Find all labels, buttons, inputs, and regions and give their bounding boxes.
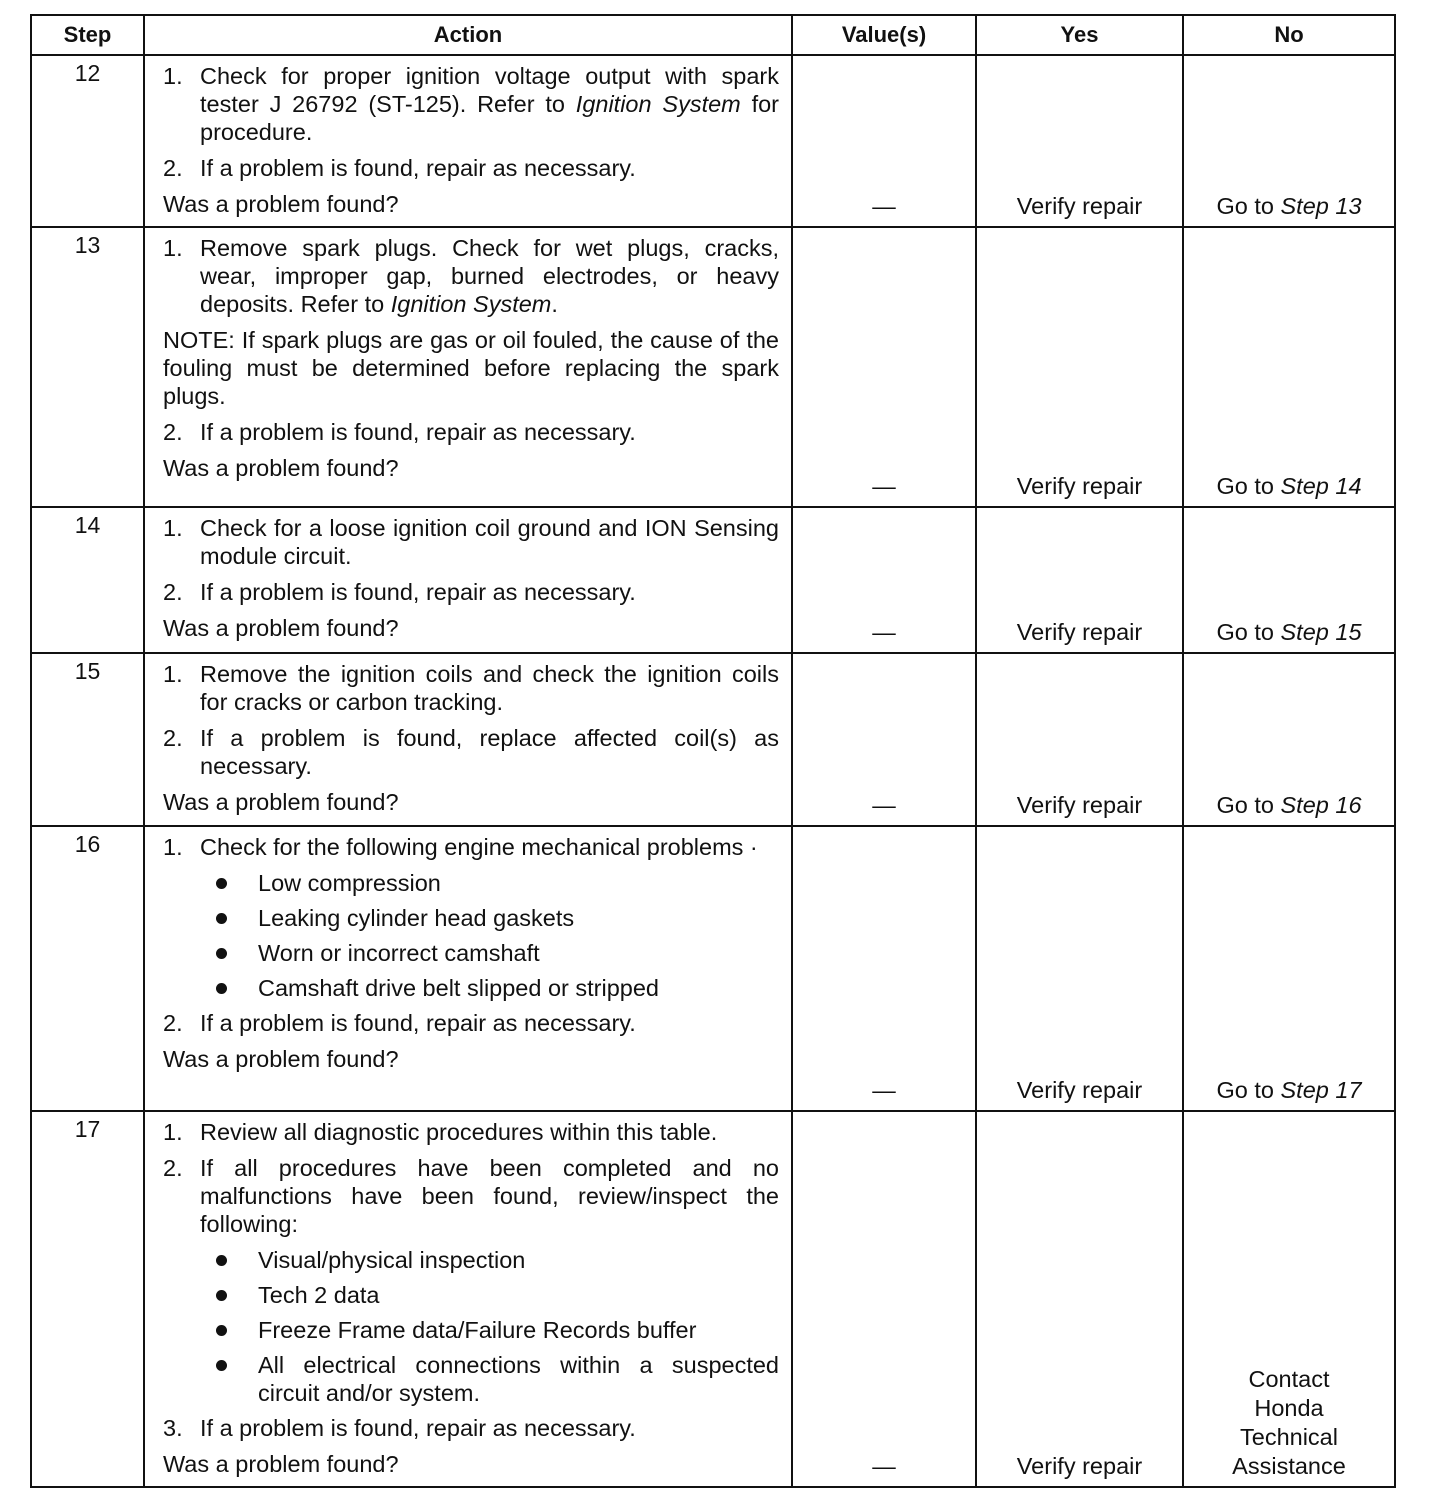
yes-cell: Verify repair bbox=[976, 55, 1183, 227]
item-number: 1. bbox=[163, 834, 183, 860]
value-cell: — bbox=[792, 55, 976, 227]
yes-cell: Verify repair bbox=[976, 653, 1183, 826]
action-item bbox=[163, 154, 779, 182]
item-number: 1. bbox=[163, 515, 183, 541]
bullet-text: Tech 2 data bbox=[258, 1282, 380, 1308]
value-cell: — bbox=[792, 227, 976, 507]
contact-line: Contact bbox=[1248, 1366, 1330, 1392]
item-number: 2. bbox=[163, 419, 183, 445]
step-reference: Step 13 bbox=[1280, 193, 1362, 219]
contact-line: Assistance bbox=[1232, 1453, 1346, 1479]
action-cell bbox=[144, 653, 792, 826]
bullet-item bbox=[200, 1246, 779, 1274]
no-cell bbox=[1183, 826, 1395, 1111]
header-row bbox=[31, 15, 1395, 55]
no-cell bbox=[1183, 653, 1395, 826]
question-text: Was a problem found? bbox=[163, 191, 399, 217]
no-text: Go to bbox=[1216, 619, 1281, 645]
item-text: Remove spark plugs. Check for wet plugs, cracks, wear, improper gap, burned electrodes, or heavy deposits. Refer to bbox=[200, 235, 779, 317]
item-text: Check for a loose ignition coil ground and ION Sensing module circuit. bbox=[200, 515, 779, 569]
action-item bbox=[163, 833, 779, 861]
action-cell bbox=[144, 507, 792, 653]
item-number: 2. bbox=[163, 1010, 183, 1036]
item-text: If all procedures have been completed and no malfunctions have been found, review/inspect the following: bbox=[200, 1155, 779, 1237]
no-cell bbox=[1183, 507, 1395, 653]
action-cell bbox=[144, 826, 792, 1111]
table-row bbox=[31, 653, 1395, 826]
item-text: If a problem is found, replace affected coil(s) as necessary. bbox=[200, 725, 779, 779]
contact-line: Technical bbox=[1240, 1424, 1338, 1450]
bullet-text: Low compression bbox=[258, 870, 441, 896]
step-reference: Step 16 bbox=[1280, 792, 1362, 818]
table-row bbox=[31, 1111, 1395, 1487]
bullet-item bbox=[200, 939, 779, 967]
value-cell: — bbox=[792, 1111, 976, 1487]
bullet-item bbox=[200, 1316, 779, 1344]
item-text: . bbox=[551, 291, 558, 317]
note-text: NOTE: If spark plugs are gas or oil fouled, the cause of the fouling must be determined before replacing the spark plugs. bbox=[163, 327, 779, 409]
question-text: Was a problem found? bbox=[163, 1451, 399, 1477]
step-number: 12 bbox=[31, 55, 144, 227]
action-item bbox=[163, 578, 779, 606]
table-row bbox=[31, 55, 1395, 227]
item-text: for procedure. bbox=[200, 91, 779, 145]
bullet-icon bbox=[216, 983, 227, 994]
step-number: 16 bbox=[31, 826, 144, 1111]
item-number: 2. bbox=[163, 579, 183, 605]
bullet-list bbox=[200, 1246, 779, 1407]
header-yes: Yes bbox=[976, 15, 1183, 55]
action-item bbox=[163, 1154, 779, 1238]
header-values: Value(s) bbox=[792, 15, 976, 55]
item-reference: Ignition System bbox=[390, 291, 552, 317]
bullet-item bbox=[200, 1281, 779, 1309]
value-cell: — bbox=[792, 653, 976, 826]
no-text: Go to bbox=[1216, 193, 1281, 219]
no-cell bbox=[1183, 1111, 1395, 1487]
bullet-icon bbox=[216, 1290, 227, 1301]
action-cell bbox=[144, 227, 792, 507]
no-cell bbox=[1183, 55, 1395, 227]
item-number: 2. bbox=[163, 725, 183, 751]
yes-cell: Verify repair bbox=[976, 1111, 1183, 1487]
header-step: Step bbox=[31, 15, 144, 55]
yes-cell: Verify repair bbox=[976, 227, 1183, 507]
item-text: If a problem is found, repair as necessary. bbox=[200, 419, 636, 445]
bullet-text: Freeze Frame data/Failure Records buffer bbox=[258, 1317, 697, 1343]
bullet-text: Visual/physical inspection bbox=[258, 1247, 526, 1273]
bullet-item bbox=[200, 869, 779, 897]
item-text: Review all diagnostic procedures within this table. bbox=[200, 1119, 718, 1145]
header-action: Action bbox=[144, 15, 792, 55]
item-text: If a problem is found, repair as necessary. bbox=[200, 1415, 636, 1441]
bullet-icon bbox=[216, 913, 227, 924]
item-text: If a problem is found, repair as necessary. bbox=[200, 579, 636, 605]
action-item bbox=[163, 724, 779, 780]
bullet-text: Camshaft drive belt slipped or stripped bbox=[258, 975, 660, 1001]
action-item bbox=[163, 1009, 779, 1037]
question-text: Was a problem found? bbox=[163, 455, 399, 481]
step-number: 13 bbox=[31, 227, 144, 507]
bullet-item bbox=[200, 1351, 779, 1407]
no-cell bbox=[1183, 227, 1395, 507]
step-number: 17 bbox=[31, 1111, 144, 1487]
step-number: 14 bbox=[31, 507, 144, 653]
action-item bbox=[163, 418, 779, 446]
value-cell: — bbox=[792, 507, 976, 653]
step-number: 15 bbox=[31, 653, 144, 826]
diagnostic-table bbox=[30, 14, 1396, 1488]
bullet-icon bbox=[216, 948, 227, 959]
step-reference: Step 15 bbox=[1280, 619, 1362, 645]
action-item bbox=[163, 62, 779, 146]
item-text: If a problem is found, repair as necessary. bbox=[200, 155, 636, 181]
table-row bbox=[31, 227, 1395, 507]
item-text: Check for the following engine mechanical problems · bbox=[200, 834, 758, 860]
bullet-icon bbox=[216, 1255, 227, 1266]
action-item bbox=[163, 1414, 779, 1442]
item-number: 1. bbox=[163, 1119, 183, 1145]
bullet-icon bbox=[216, 1325, 227, 1336]
item-text: If a problem is found, repair as necessary. bbox=[200, 1010, 636, 1036]
bullet-icon bbox=[216, 878, 227, 889]
item-number: 1. bbox=[163, 63, 183, 89]
contact-line: Honda bbox=[1254, 1395, 1324, 1421]
bullet-item bbox=[200, 904, 779, 932]
action-cell bbox=[144, 55, 792, 227]
no-text: Go to bbox=[1216, 1077, 1281, 1103]
table-row bbox=[31, 507, 1395, 653]
bullet-item bbox=[200, 974, 779, 1002]
question-text: Was a problem found? bbox=[163, 1046, 399, 1072]
item-number: 1. bbox=[163, 661, 183, 687]
yes-cell: Verify repair bbox=[976, 826, 1183, 1111]
bullet-icon bbox=[216, 1360, 227, 1371]
step-reference: Step 17 bbox=[1280, 1077, 1362, 1103]
bullet-text: Worn or incorrect camshaft bbox=[258, 940, 540, 966]
no-text: Go to bbox=[1216, 792, 1281, 818]
table-row bbox=[31, 826, 1395, 1111]
no-text: Go to bbox=[1216, 473, 1281, 499]
bullet-text: Leaking cylinder head gaskets bbox=[258, 905, 575, 931]
bullet-text: All electrical connections within a suspected circuit and/or system. bbox=[258, 1352, 779, 1406]
item-number: 3. bbox=[163, 1415, 183, 1441]
question-text: Was a problem found? bbox=[163, 789, 399, 815]
step-reference: Step 14 bbox=[1280, 473, 1362, 499]
header-no: No bbox=[1183, 15, 1395, 55]
item-number: 1. bbox=[163, 235, 183, 261]
action-item bbox=[163, 234, 779, 318]
action-cell bbox=[144, 1111, 792, 1487]
action-item bbox=[163, 1118, 779, 1146]
action-item bbox=[163, 660, 779, 716]
yes-cell: Verify repair bbox=[976, 507, 1183, 653]
action-item bbox=[163, 514, 779, 570]
value-cell: — bbox=[792, 826, 976, 1111]
item-text: Check for proper ignition voltage output with spark tester J 26792 (ST-125). Refer to bbox=[200, 63, 779, 117]
item-text: Remove the ignition coils and check the ignition coils for cracks or carbon tracking. bbox=[200, 661, 779, 715]
item-reference: Ignition System bbox=[575, 91, 741, 117]
item-number: 2. bbox=[163, 155, 183, 181]
item-number: 2. bbox=[163, 1155, 183, 1181]
bullet-list bbox=[200, 869, 779, 1002]
question-text: Was a problem found? bbox=[163, 615, 399, 641]
